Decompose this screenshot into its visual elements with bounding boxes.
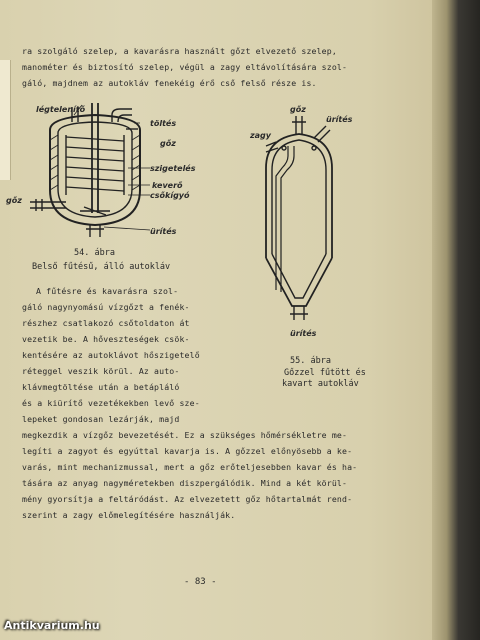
page-number: - 83 - bbox=[184, 577, 217, 587]
text-line: megkezdik a vízgőz bevezetését. Ez a szükséges hőmérsékletre me- bbox=[22, 430, 348, 440]
label-csokigyo: csőkígyó bbox=[150, 191, 190, 200]
text-line: részhez csatlakozó csőtoldaton át bbox=[22, 318, 190, 328]
text-line: varás, mint mechanizmussal, mert a gőz erőteljesebben kavar és ha- bbox=[22, 462, 358, 472]
text-line: kentésére az autoklávot hőszigetelő bbox=[22, 350, 200, 360]
figure-55-number: 55. ábra bbox=[290, 356, 331, 366]
text-line: gáló nagynyomású vízgőzt a fenék- bbox=[22, 302, 190, 312]
text-line: gáló, majdnem az autokláv fenekéig érő cső felső része is. bbox=[22, 78, 317, 88]
label-urites: ürítés bbox=[150, 227, 177, 236]
figure-54-diagram bbox=[0, 95, 215, 245]
text-line: lepeket gondosan lezárják, majd bbox=[22, 414, 180, 424]
text-line: ra szolgáló szelep, a kavarásra használt gőzt elvezető szelep, bbox=[22, 46, 337, 56]
label-zagy: zagy bbox=[250, 131, 271, 140]
book-page-edge bbox=[432, 0, 480, 640]
figure-55-caption-line2: kavart autokláv bbox=[282, 379, 359, 389]
label-urites: ürítés bbox=[326, 115, 353, 124]
text-line: tására az anyag nagyméretekben diszpergálódik. Mind a két körül- bbox=[22, 478, 348, 488]
label-legtelenito: légtelenítő bbox=[36, 105, 86, 114]
text-line: réteggel veszik körül. Az auto- bbox=[22, 366, 180, 376]
label-kevero: keverő bbox=[152, 181, 183, 190]
text-line: manométer és biztosító szelep, végül a zagy eltávolítására szol- bbox=[22, 62, 348, 72]
label-toltes: töltés bbox=[150, 119, 177, 128]
text-line: klávmegtöltése után a betápláló bbox=[22, 382, 180, 392]
text-line: legíti a zagyot és egyúttal kavarja is. A gőzzel előnyösebb a ke- bbox=[22, 446, 353, 456]
text-line: A fűtésre és kavarásra szol- bbox=[36, 286, 179, 296]
figure-55-caption-line1: Gőzzel fűtött és bbox=[284, 368, 366, 378]
figure-54-caption: Belső fűtésű, álló autokláv bbox=[32, 262, 171, 272]
text-line: és a kiürítő vezetékekben levő sze- bbox=[22, 398, 200, 408]
figure-55-diagram bbox=[232, 98, 407, 343]
label-szigeteles: szigetelés bbox=[150, 164, 196, 173]
label-goz-left: gőz bbox=[6, 196, 22, 205]
label-goz: gőz bbox=[290, 105, 306, 114]
label-urites-bottom: ürítés bbox=[290, 329, 317, 338]
text-line: vezetik be. A hőveszteségek csök- bbox=[22, 334, 190, 344]
text-line: mény gyorsítja a feltáródást. Az elvezetett gőz hőtartalmát rend- bbox=[22, 494, 353, 504]
text-line: szerint a zagy előmelegítésére használják. bbox=[22, 510, 236, 520]
label-goz-top: gőz bbox=[160, 139, 176, 148]
figure-54-number: 54. ábra bbox=[74, 248, 115, 258]
watermark: Antikvarium.hu bbox=[4, 619, 100, 632]
